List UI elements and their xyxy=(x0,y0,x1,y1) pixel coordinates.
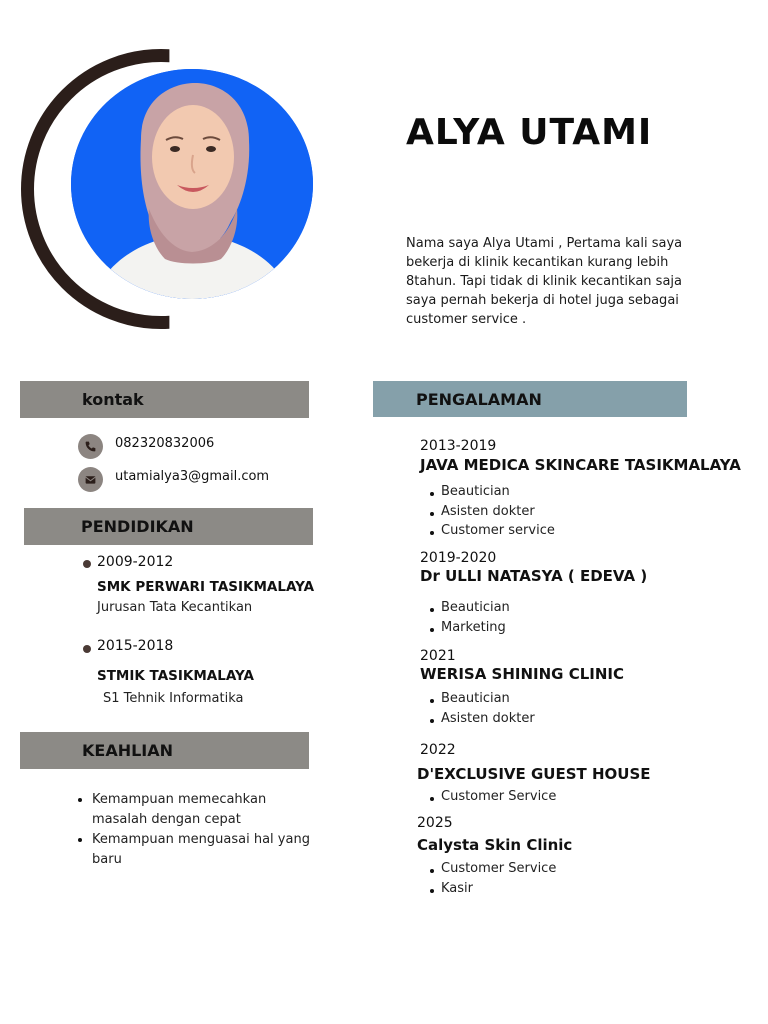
list-item: Customer service xyxy=(425,523,555,543)
experience-year: 2022 xyxy=(420,742,456,758)
list-item: Beautician xyxy=(425,484,555,504)
education-years: 2009-2012 xyxy=(97,554,174,570)
experience-place: D'EXCLUSIVE GUEST HOUSE xyxy=(417,765,651,783)
list-item: Marketing xyxy=(425,620,510,640)
education-school: SMK PERWARI TASIKMALAYA xyxy=(97,579,315,595)
experience-roles xyxy=(425,789,556,809)
experience-place: JAVA MEDICA SKINCARE TASIKMALAYA xyxy=(420,456,741,474)
list-item: Kemampuan memecahkan masalah dengan cepat xyxy=(74,790,324,830)
timeline-dot xyxy=(83,645,91,653)
experience-year: 2013-2019 xyxy=(420,438,497,454)
section-title: KEAHLIAN xyxy=(82,741,174,760)
education-major: S1 Tehnik Informatika xyxy=(103,691,244,706)
experience-roles xyxy=(425,861,556,900)
experience-year: 2021 xyxy=(420,648,456,664)
list-item: Kasir xyxy=(425,881,556,901)
section-header-experience xyxy=(373,381,687,417)
contact-email: utamialya3@gmail.com xyxy=(115,469,270,484)
list-item: Kemampuan menguasai hal yang baru xyxy=(74,830,324,870)
list-item: Beautician xyxy=(425,691,535,711)
experience-year: 2019-2020 xyxy=(420,550,497,566)
section-title: PENGALAMAN xyxy=(416,389,542,409)
list-item: Asisten dokter xyxy=(425,711,535,731)
profile-photo xyxy=(71,69,313,299)
mail-icon xyxy=(78,467,103,492)
list-item: Beautician xyxy=(425,600,510,620)
experience-roles xyxy=(425,691,535,730)
contact-phone: 082320832006 xyxy=(115,436,215,451)
section-header-contact xyxy=(20,381,309,418)
phone-icon xyxy=(78,434,103,459)
about-paragraph: Nama saya Alya Utami , Pertama kali saya bekerja di klinik kecantikan kurang lebih 8tahun. Tapi tidak di klinik kecantikan saja saya pernah bekerja di hotel juga sebagai customer service . xyxy=(406,236,683,327)
experience-place: Dr ULLI NATASYA ( EDEVA ) xyxy=(420,567,648,585)
section-title: kontak xyxy=(82,390,144,409)
list-item: Asisten dokter xyxy=(425,504,555,524)
section-header-skills xyxy=(20,732,309,769)
education-major: Jurusan Tata Kecantikan xyxy=(97,600,253,615)
section-header-education xyxy=(24,508,313,545)
timeline-dot xyxy=(83,560,91,568)
experience-year: 2025 xyxy=(417,815,453,831)
profile-name: ALYA UTAMI xyxy=(406,112,653,153)
experience-place: Calysta Skin Clinic xyxy=(417,836,573,854)
skills-list xyxy=(74,790,324,870)
education-school: STMIK TASIKMALAYA xyxy=(97,668,254,684)
section-title: PENDIDIKAN xyxy=(81,517,194,536)
experience-roles xyxy=(425,600,510,639)
education-years: 2015-2018 xyxy=(97,638,174,654)
experience-roles xyxy=(425,484,555,543)
experience-place: WERISA SHINING CLINIC xyxy=(420,665,625,683)
list-item: Customer Service xyxy=(425,861,556,881)
list-item: Customer Service xyxy=(425,789,556,809)
